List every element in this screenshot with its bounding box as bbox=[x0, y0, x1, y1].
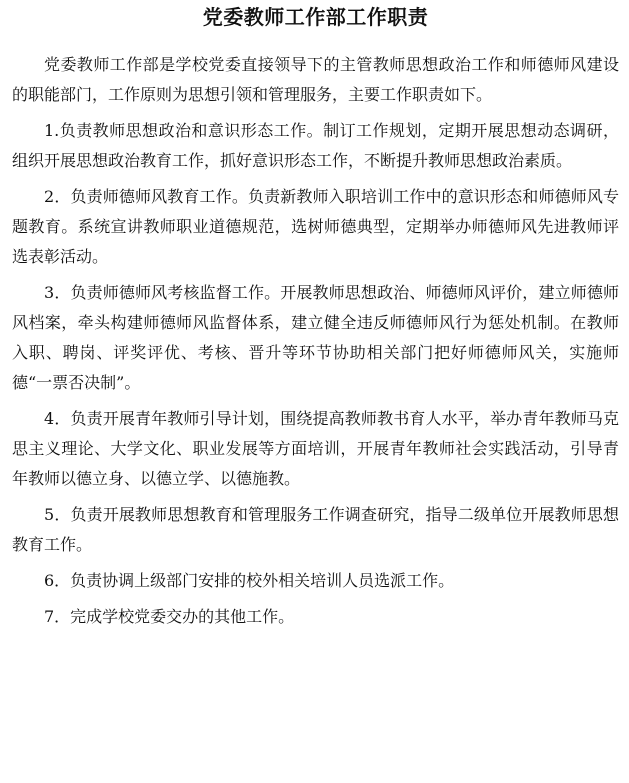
duty-item-3: 3．负责师德师风考核监督工作。开展教师思想政治、师德师风评价，建立师德师风档案，牵头构建师德师风监督体系，建立健全违反师德师风行为惩处机制。在教师入职、聘岗、评奖评优、考核、晋升等环节协助相关部门把好师德师风关，实施师德“一票否决制”。 bbox=[12, 283, 619, 392]
intro-paragraph: 党委教师工作部是学校党委直接领导下的主管教师思想政治工作和师德师风建设的职能部门，工作原则为思想引领和管理服务，主要工作职责如下。 bbox=[12, 55, 619, 104]
duty-item-7: 7．完成学校党委交办的其他工作。 bbox=[44, 607, 295, 626]
duty-item-4: 4．负责开展青年教师引导计划，围绕提高教师教书育人水平，举办青年教师马克思主义理论、大学文化、职业发展等方面培训，开展青年教师社会实践活动，引导青年教师以德立身、以德立学、以德施教。 bbox=[12, 409, 619, 488]
duty-item-6: 6．负责协调上级部门安排的校外相关培训人员选派工作。 bbox=[44, 571, 455, 590]
duty-item-5: 5．负责开展教师思想教育和管理服务工作调查研究，指导二级单位开展教师思想教育工作。 bbox=[12, 505, 619, 554]
document-title: 党委教师工作部工作职责 bbox=[202, 5, 429, 29]
duty-item-1: 1.负责教师思想政治和意识形态工作。制订工作规划，定期开展思想动态调研，组织开展思想政治教育工作，抓好意识形态工作，不断提升教师思想政治素质。 bbox=[12, 121, 619, 170]
duty-item-2: 2．负责师德师风教育工作。负责新教师入职培训工作中的意识形态和师德师风专题教育。系统宣讲教师职业道德规范，选树师德典型，定期举办师德师风先进教师评选表彰活动。 bbox=[12, 187, 619, 266]
duty-list bbox=[12, 116, 619, 632]
